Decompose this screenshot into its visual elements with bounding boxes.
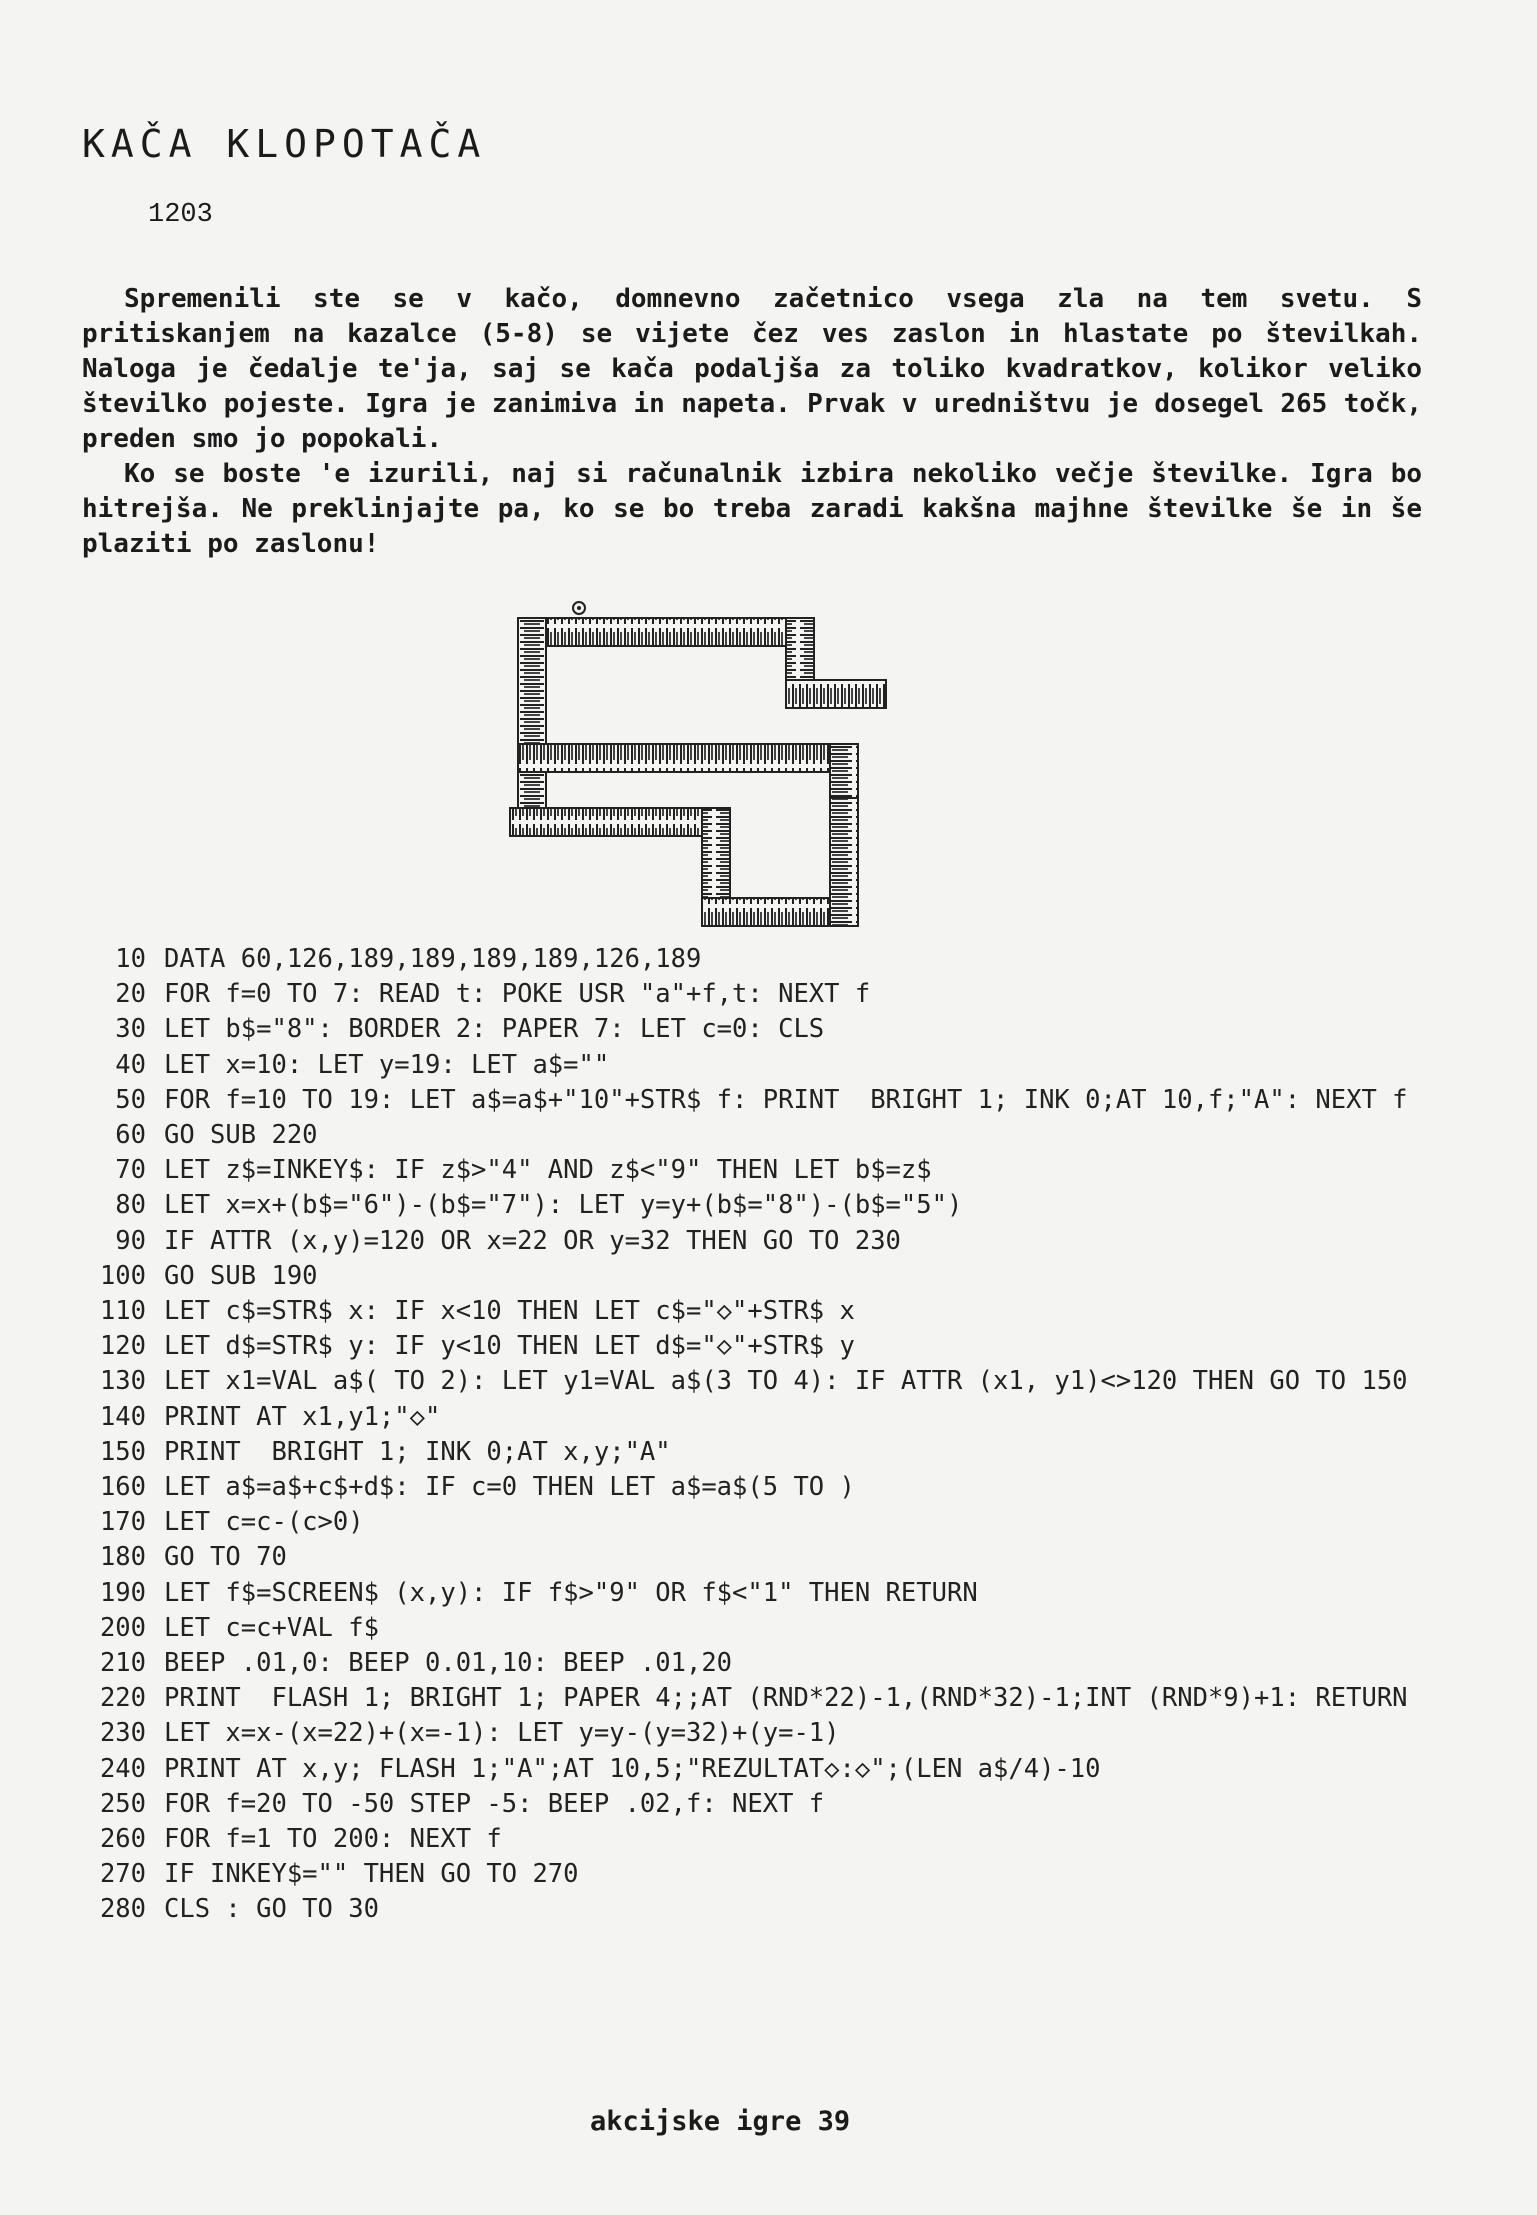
line-number: 40 [115,1049,146,1080]
snake-head-icon [573,602,585,614]
code-line [80,1611,1470,1646]
line-number: 120 [99,1331,146,1362]
line-number: 110 [99,1296,146,1327]
snake-segment-lower [510,808,730,836]
line-number: 200 [99,1612,146,1643]
code-line [80,1083,1470,1118]
page-footer: akcijske igre 39 [590,2106,851,2137]
program-number: 1203 [148,200,213,230]
line-statement: LET x=x+(b$="6")-(b$="7"): LET y=y+(b$="8")-(b$="5") [164,1190,963,1221]
code-line [80,1892,1470,1927]
code-line [80,1857,1470,1892]
intro-paragraph-1: Spremenili ste se v kačo, domnevno začetnico vsega zla na tem svetu. S pritiskanjem na kazalce (5-8) se vijete čez ves zaslon in hlastate po številkah. Naloga je čedalje te'ja, saj se kača podaljša za toliko kvadratkov, kolikor veliko številko pojeste. Igra je zanimiva in napeta. Prvak v uredništvu je dosegel 265 točk, preden smo jo popokali. [82,284,1422,454]
line-statement: FOR f=10 TO 19: LET a$=a$+"10"+STR$ f: PRINT BRIGHT 1; INK 0;AT 10,f;"A": NEXT f [164,1084,1408,1115]
line-number: 80 [115,1190,146,1221]
line-number: 70 [115,1155,146,1186]
line-statement: LET d$=STR$ y: IF y<10 THEN LET d$="◇"+STR$ y [164,1331,855,1362]
code-line [80,1048,1470,1083]
line-number: 210 [99,1648,146,1679]
snake-segment-head-vertical [830,798,858,926]
code-line [80,1224,1470,1259]
code-line [80,1787,1470,1822]
code-line [80,1153,1470,1188]
line-statement: FOR f=0 TO 7: READ t: POKE USR "a"+f,t: NEXT f [164,979,871,1010]
line-statement: LET c=c-(c>0) [164,1507,364,1538]
line-statement: FOR f=1 TO 200: NEXT f [164,1824,502,1855]
line-statement: LET a$=a$+c$+d$: IF c=0 THEN LET a$=a$(5 TO ) [164,1472,855,1503]
line-number: 10 [115,944,146,974]
code-line [80,1259,1470,1294]
line-statement: GO SUB 220 [164,1120,318,1151]
line-statement: LET b$="8": BORDER 2: PAPER 7: LET c=0: CLS [164,1014,825,1045]
line-number: 270 [99,1859,146,1890]
line-number: 180 [99,1542,146,1573]
code-line [80,1822,1470,1857]
line-number: 220 [99,1683,146,1714]
code-line [80,1435,1470,1470]
line-number: 160 [99,1472,146,1503]
line-statement: LET x=x-(x=22)+(x=-1): LET y=y-(y=32)+(y=-1) [164,1718,840,1749]
line-statement: IF INKEY$="" THEN GO TO 270 [164,1859,579,1890]
code-line [80,1329,1470,1364]
code-line [80,1681,1470,1716]
basic-listing [80,942,1470,1928]
code-line [80,1752,1470,1787]
line-statement: LET c=c+VAL f$ [164,1612,379,1643]
code-line [80,1400,1470,1435]
line-statement: LET z$=INKEY$: IF z$>"4" AND z$<"9" THEN LET b$=z$ [164,1155,932,1186]
code-line [80,1505,1470,1540]
intro-text [82,282,1422,562]
line-number: 230 [99,1718,146,1749]
line-statement: DATA 60,126,189,189,189,189,126,189 [164,944,702,974]
line-statement: LET x=10: LET y=19: LET a$="" [164,1049,610,1080]
line-statement: PRINT BRIGHT 1; INK 0;AT x,y;"A" [164,1436,671,1467]
line-statement: PRINT FLASH 1; BRIGHT 1; PAPER 4;;AT (RND*22)-1,(RND*32)-1;INT (RND*9)+1: RETURN [164,1683,1408,1714]
snake-segment-middle [518,744,858,772]
line-statement: GO TO 70 [164,1542,287,1573]
line-number: 100 [99,1260,146,1291]
line-statement: PRINT AT x1,y1;"◇" [164,1401,441,1432]
line-number: 50 [115,1084,146,1115]
intro-paragraph-2: Ko se boste 'e izurili, naj si računalnik izbira nekoliko večje številke. Igra bo hitrejša. Ne preklinjajte pa, ko se bo treba zaradi kakšna majhne številke še in še plaziti po zaslonu! [82,459,1422,559]
snake-segment-mid-right [786,680,886,708]
line-number: 150 [99,1436,146,1467]
line-statement: GO SUB 190 [164,1260,318,1291]
code-line [80,1364,1470,1399]
line-number: 190 [99,1577,146,1608]
code-line [80,1012,1470,1047]
snake-screenshot-figure [490,598,890,938]
line-number: 130 [99,1366,146,1397]
code-line [80,977,1470,1012]
line-statement: BEEP .01,0: BEEP 0.01,10: BEEP .01,20 [164,1648,733,1679]
line-statement: LET c$=STR$ x: IF x<10 THEN LET c$="◇"+STR$ x [164,1296,855,1327]
snake-segment-left [518,618,546,818]
line-statement: IF ATTR (x,y)=120 OR x=22 OR y=32 THEN GO TO 230 [164,1225,901,1256]
snake-segment-top [518,618,814,646]
code-line [80,1294,1470,1329]
code-line [80,1716,1470,1751]
line-statement: LET x1=VAL a$( TO 2): LET y1=VAL a$(3 TO 4): IF ATTR (x1, y1)<>120 THEN GO TO 150 [164,1366,1408,1397]
line-statement: CLS : GO TO 30 [164,1894,379,1925]
snake-body [510,618,886,926]
line-statement: LET f$=SCREEN$ (x,y): IF f$>"9" OR f$<"1" THEN RETURN [164,1577,978,1608]
line-number: 30 [115,1014,146,1045]
line-number: 140 [99,1401,146,1432]
line-number: 250 [99,1788,146,1819]
line-number: 90 [115,1225,146,1256]
code-line [80,1470,1470,1505]
line-statement: PRINT AT x,y; FLASH 1;"A";AT 10,5;"REZULTAT◇:◇";(LEN a$/4)-10 [164,1753,1101,1784]
code-line [80,1188,1470,1223]
code-line [80,1540,1470,1575]
line-number: 260 [99,1824,146,1855]
line-number: 240 [99,1753,146,1784]
code-line [80,1118,1470,1153]
line-statement: FOR f=20 TO -50 STEP -5: BEEP .02,f: NEXT f [164,1788,825,1819]
page-title: KAČA KLOPOTAČA [82,122,487,166]
code-line [80,1646,1470,1681]
line-number: 60 [115,1120,146,1151]
line-number: 170 [99,1507,146,1538]
line-number: 20 [115,979,146,1010]
code-line [80,1576,1470,1611]
code-line [80,942,1470,977]
line-number: 280 [99,1894,146,1925]
